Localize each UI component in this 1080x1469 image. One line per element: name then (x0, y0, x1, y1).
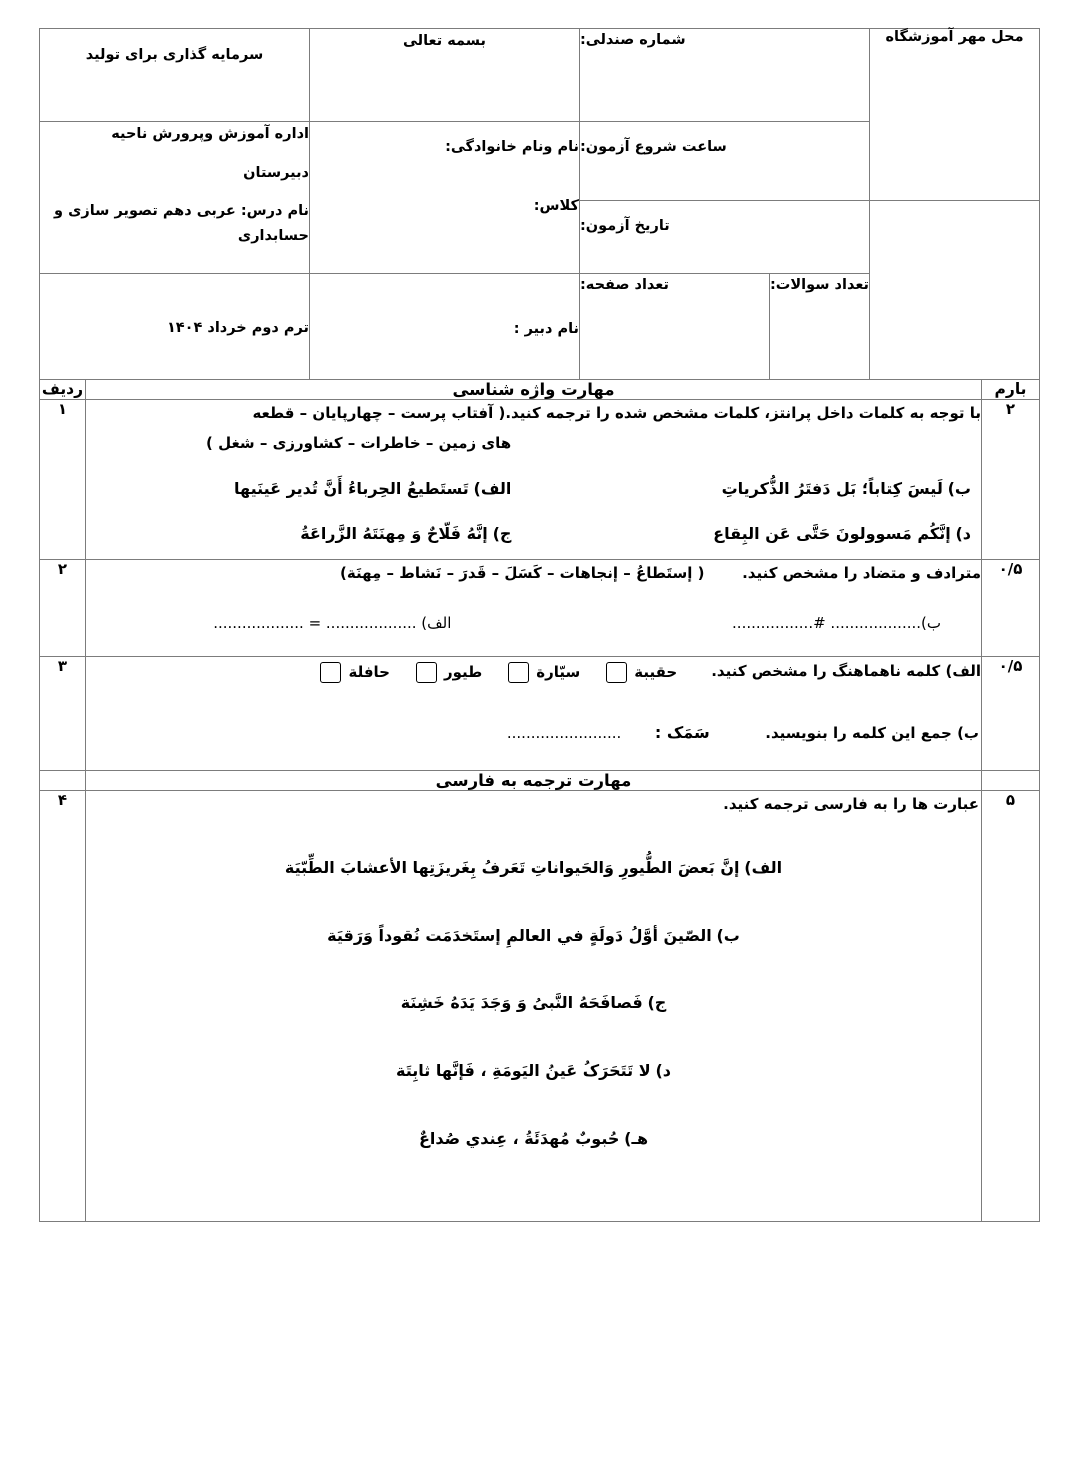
start-time-cell[interactable] (579, 122, 869, 201)
question-4-content (86, 791, 982, 1222)
organization-cell (39, 122, 309, 274)
option-1[interactable] (606, 659, 677, 687)
question-1-item-a-key: الف) (473, 478, 512, 498)
question-row-3 (40, 656, 1040, 771)
question-1-item-d-text: إنَّکُم مَسوولونَ حَتَّی عَن البِقاع (713, 524, 951, 544)
question-3-prompt-a: الف) کلمه ناهماهنگ را مشخص کنید. (711, 661, 981, 680)
question-4-item-d (86, 1056, 981, 1086)
question-2-prompt-row (86, 560, 981, 588)
question-1-prompt-line-2: های زمین – خاطرات – کشاورزی – شغل ) (206, 433, 512, 452)
teacher-name-label: نام دبیر : (513, 321, 579, 337)
question-4-item-a (86, 853, 981, 883)
option-2-checkbox[interactable] (508, 662, 529, 683)
question-row-1 (40, 400, 1040, 560)
option-2[interactable] (508, 659, 580, 687)
question-2-content (86, 560, 982, 657)
exam-sheet-table (39, 28, 1040, 380)
class-label: کلاس: (533, 198, 579, 215)
question-3-mark: ۰/۵ (982, 656, 1040, 771)
question-4-item-d-key: د) (655, 1061, 671, 1080)
term-text: ترم دوم خرداد ۱۴۰۴ (166, 320, 309, 336)
question-3-answer-blank[interactable]: ........................ (506, 724, 622, 743)
start-time-label: ساعت شروع آزمون: (579, 139, 727, 155)
question-1-item-b-text: لَیسَ کِتاباً؛ بَل دَفتَرُ الذُّکریاتِ (721, 478, 943, 498)
course-name: نام درس: عربی دهم تصویر سازی و حسابداری (54, 203, 309, 244)
question-4-prompt: عبارت ها را به فارسی ترجمه کنید. (723, 795, 979, 813)
question-2-answer-b[interactable]: ب)................... #................. (732, 613, 941, 632)
question-1-items-row-1 (86, 474, 981, 504)
stamp-blank-cell (870, 201, 1040, 380)
question-4-item-b-text: الصّینَ أوَّلُ دَولَةٍ في العالمِ إستَخدَمَت نُقوداً وَرَقیَة (327, 925, 712, 945)
basmala-cell (309, 29, 579, 122)
question-3-word-b: سَمَک : (654, 723, 710, 743)
seat-number-label: شماره صندلی: (579, 32, 686, 48)
question-2-answer-row (86, 610, 981, 638)
question-4-item-e-key: هـ) (624, 1128, 649, 1148)
option-4[interactable] (320, 659, 389, 687)
option-4-label: حافلة (348, 662, 390, 681)
organization-line-2: دبیرستان (243, 164, 309, 181)
teacher-name-cell[interactable] (309, 274, 579, 380)
page-count-label: تعداد صفحه: (579, 277, 669, 293)
question-3-part-b (86, 718, 981, 748)
question-1-prompt-line-1: با توجه به کلمات داخل پرانتز، کلمات مشخص شده را ترجمه کنید.( آفتاب پرست – چهارپایان – قطعه (252, 404, 981, 422)
question-2-prompt: مترادف و متضاد را مشخص کنید. (742, 564, 981, 582)
seat-number-cell[interactable] (579, 29, 869, 122)
question-row-2 (40, 560, 1040, 657)
term-cell (39, 274, 309, 380)
mark-column-header: بارم (982, 380, 1040, 400)
questions-table (39, 379, 1040, 1222)
question-1-mark: ۲ (982, 400, 1040, 560)
question-1-item-c-text: إنَّهُ فَلّاحٌ وَ مِهنَتَهُ الزَّراعَةُ (300, 524, 488, 544)
option-2-label: سیّارة (536, 662, 581, 681)
row-column-header: ردیف (40, 380, 86, 400)
school-stamp-label: محل مهر آموزشگاه (885, 29, 1024, 45)
question-3-number: ۳ (40, 656, 86, 771)
full-name-label: نام ونام خانوادگی: (445, 139, 579, 155)
header-row-1 (39, 29, 1039, 122)
basmala-text: بسمه تعالی (403, 33, 486, 49)
question-4-item-b-key: ب) (716, 925, 740, 945)
option-3-checkbox[interactable] (416, 662, 437, 683)
section-title-vocabulary: مهارت واژه شناسی (86, 380, 982, 400)
section-title-translation: مهارت ترجمه به فارسی (86, 771, 982, 791)
question-count-label: تعداد سوالات: (770, 277, 869, 293)
question-4-item-c-text: فَصافَحَهُ النَّبیُ وَ وَجَدَ یَدَهُ خَشِنَة (400, 993, 643, 1013)
question-3-part-a (86, 657, 981, 687)
section-row-translation (40, 771, 1040, 791)
question-1-items-row-2 (86, 519, 981, 549)
question-3-options (320, 659, 677, 687)
question-4-number: ۴ (40, 791, 86, 1222)
question-1-item-b-key: ب) (947, 478, 971, 498)
question-4-item-c (86, 988, 981, 1018)
question-row-4 (40, 791, 1040, 1222)
question-4-item-a-text: إنَّ بَعضَ الطُّیورِ وَالحَیواناتِ تَعَرفُ بِغَریزَتِها الأعشابَ الطِّبّیَة (284, 857, 740, 877)
page-count-cell[interactable] (579, 274, 769, 380)
option-3[interactable] (416, 659, 482, 687)
section-2-row-cell (40, 771, 86, 791)
question-3-content (86, 656, 982, 771)
question-1-content (86, 400, 982, 560)
exam-date-label: تاریخ آزمون: (579, 218, 670, 234)
question-1-item-d (541, 519, 981, 549)
question-1-item-a-text: تَستَطیعُ الحِرباءُ أَنَّ تُدیر عَینَیها (234, 478, 469, 498)
question-4-item-a-key: الف) (744, 857, 783, 877)
column-header-row (40, 380, 1040, 400)
option-1-checkbox[interactable] (606, 662, 627, 683)
question-1-item-c-key: ج) (492, 524, 512, 544)
question-4-item-e-text: حُبوبٌ مُهدَئَةُ ، عِندي صُداعٌ (418, 1128, 620, 1148)
question-1-item-b (541, 474, 981, 504)
slogan-cell (39, 29, 309, 122)
organization-line-1: اداره آموزش وپرورش ناحیه (111, 126, 309, 142)
question-4-item-b (86, 921, 981, 951)
question-4-item-e (86, 1124, 981, 1154)
option-3-label: طیور (443, 662, 483, 681)
question-4-mark: ۵ (982, 791, 1040, 1222)
question-1-item-c (82, 519, 542, 549)
option-1-label: حقیبة (634, 662, 678, 681)
question-count-cell[interactable] (770, 274, 870, 380)
question-4-item-c-key: ج) (647, 993, 667, 1013)
question-2-mark: ۰/۵ (982, 560, 1040, 657)
question-1-number: ۱ (40, 400, 86, 560)
question-2-number: ۲ (40, 560, 86, 657)
question-4-item-d-text: لا تَتَحَرَکُ عَینُ الیَومَةِ ، فَإنَّها ثابِتَة (396, 1061, 651, 1080)
question-2-answer-a[interactable]: الف) ................... = ................... (213, 613, 452, 632)
option-4-checkbox[interactable] (320, 662, 341, 683)
question-3-prompt-b: ب) جمع این کلمه را بنویسید. (765, 724, 979, 743)
question-1-item-a (82, 474, 542, 504)
exam-date-cell[interactable] (579, 201, 869, 274)
school-stamp-cell (870, 29, 1040, 201)
question-2-word-bank: ( إستَطاعُ – إنجاهات – کَسَلَ – قَدرَ – نَشاط – مِهنَة) (340, 564, 705, 582)
slogan-text: سرمایه گذاری برای تولید (85, 47, 264, 63)
student-info-cell[interactable] (309, 122, 579, 274)
section-2-mark-cell (982, 771, 1040, 791)
question-1-item-d-key: د) (955, 524, 971, 544)
